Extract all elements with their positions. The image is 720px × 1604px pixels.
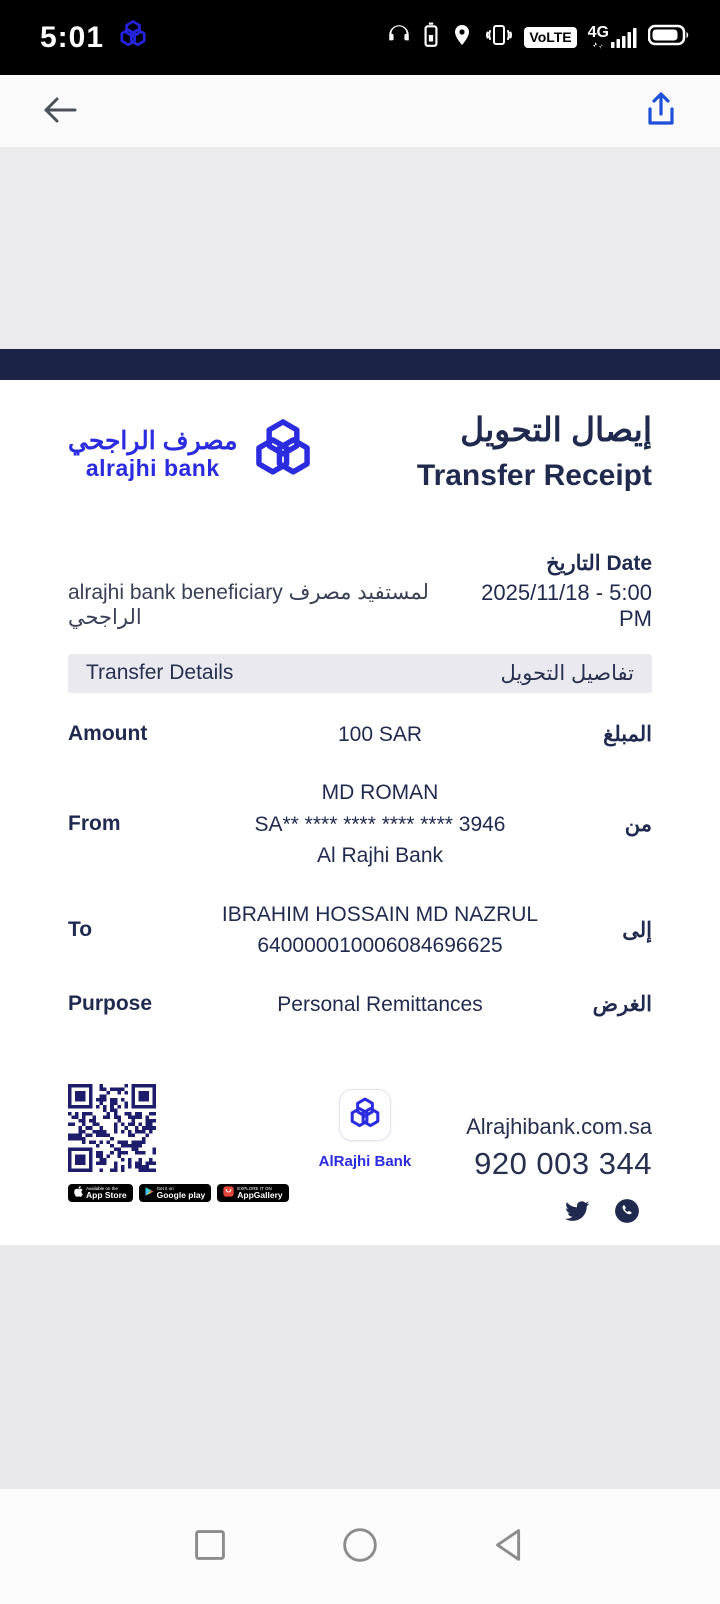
detail-label-ar: إلى xyxy=(622,918,652,942)
badge-tagline: Available on the xyxy=(86,1185,118,1191)
detail-row-from xyxy=(68,777,652,872)
home-circle-icon xyxy=(337,1522,383,1571)
alrajhi-app-icon xyxy=(339,1089,391,1141)
receipt-footer xyxy=(68,1084,652,1229)
headphones-icon xyxy=(386,22,412,53)
back-nav-button[interactable] xyxy=(487,1522,533,1571)
detail-label-en: From xyxy=(68,812,121,836)
receipt-top-navy-bar xyxy=(0,349,720,380)
detail-row-to xyxy=(68,899,652,962)
recents-button[interactable] xyxy=(187,1522,233,1571)
detail-label-ar: الغرض xyxy=(592,992,652,1016)
phone-number: 920 003 344 xyxy=(474,1146,652,1182)
back-triangle-icon xyxy=(487,1522,533,1571)
bank-name-arabic: مصرف الراجحي xyxy=(68,426,238,455)
receipt-meta-row xyxy=(68,551,652,632)
location-icon xyxy=(450,22,474,53)
detail-value-line: IBRAHIM HOSSAIN MD NAZRUL xyxy=(221,902,539,926)
apple-icon xyxy=(74,1184,83,1202)
bank-brand xyxy=(68,408,315,491)
badge-tagline: Get it on xyxy=(156,1185,174,1191)
play-icon xyxy=(145,1184,154,1202)
background-gray-bottom xyxy=(0,1245,720,1489)
badge-store-name: App Store xyxy=(86,1190,127,1201)
store-badges xyxy=(68,1184,289,1202)
date-block xyxy=(463,551,652,632)
appgallery-icon xyxy=(223,1184,234,1202)
transfer-details-rows xyxy=(68,719,652,1021)
detail-value-line: Al Rajhi Bank xyxy=(316,844,444,868)
transfer-details-header xyxy=(68,654,652,693)
detail-label-en: Purpose xyxy=(68,992,153,1016)
detail-label-ar: من xyxy=(624,812,652,836)
receipt-title-arabic: إيصال التحويل xyxy=(460,411,652,448)
website-label: Alrajhibank.com.sa xyxy=(466,1114,652,1140)
alrajhi-logo-mark-icon xyxy=(251,418,315,491)
battery-icon xyxy=(648,22,690,53)
home-button[interactable] xyxy=(337,1522,383,1571)
detail-value xyxy=(200,989,560,1021)
receipt-header xyxy=(68,408,652,493)
detail-row-amount xyxy=(68,719,652,751)
detail-value-line: 640000010006084696625 xyxy=(257,934,503,958)
back-arrow-icon xyxy=(42,95,78,128)
beneficiary-line: alrajhi bank beneficiary لمستفيد مصرف الراجحي xyxy=(68,580,429,629)
store-badge-app-store xyxy=(68,1184,133,1202)
share-icon xyxy=(644,91,678,132)
share-button[interactable] xyxy=(640,87,682,136)
android-navigation-bar xyxy=(0,1489,720,1604)
status-time: 5:01 xyxy=(40,20,105,54)
badge-tagline: EXPLORE IT ON xyxy=(237,1185,272,1191)
detail-value-line: SA** **** **** **** **** 3946 xyxy=(254,812,506,836)
detail-value xyxy=(200,899,560,962)
detail-value-line: 100 SAR xyxy=(337,722,423,746)
detail-value-line: Personal Remittances xyxy=(277,992,483,1016)
app-bar xyxy=(0,75,720,148)
detail-value-line: MD ROMAN xyxy=(321,781,439,805)
recents-square-icon xyxy=(187,1522,233,1571)
alrajhi-logo-icon xyxy=(118,20,148,56)
signal-bars-icon xyxy=(588,25,637,50)
device-battery-icon xyxy=(423,22,439,53)
badge-store-name: Google play xyxy=(156,1190,206,1201)
details-header-arabic: تفاصيل التحويل xyxy=(500,661,634,685)
store-badge-google-play xyxy=(139,1184,212,1202)
contact-column xyxy=(466,1084,652,1229)
detail-value xyxy=(200,719,560,751)
badge-store-name: AppGallery xyxy=(237,1190,283,1201)
status-bar xyxy=(0,0,720,75)
app-promo xyxy=(319,1084,412,1170)
detail-row-purpose xyxy=(68,989,652,1021)
network-type-label: 4G xyxy=(587,24,609,41)
detail-label-en: To xyxy=(68,918,93,942)
date-value: 2025/11/18 - 5:00 PM xyxy=(481,579,652,631)
details-header-english: Transfer Details xyxy=(86,661,234,685)
detail-label-en: Amount xyxy=(68,722,148,746)
detail-value xyxy=(200,777,560,872)
detail-label-ar: المبلغ xyxy=(603,722,652,746)
qr-column xyxy=(68,1084,289,1202)
date-label: التاريخ Date xyxy=(546,551,652,575)
qr-code xyxy=(68,1084,156,1172)
vibrate-icon xyxy=(485,22,513,53)
receipt-title-english: Transfer Receipt xyxy=(416,458,652,492)
app-name-label: AlRajhi Bank xyxy=(318,1153,412,1171)
volte-badge: VoLTE xyxy=(524,27,576,48)
bank-name-english: alrajhi bank xyxy=(85,455,220,482)
store-badge-appgallery xyxy=(217,1184,288,1202)
twitter-icon xyxy=(564,1198,590,1229)
back-button[interactable] xyxy=(38,91,82,132)
background-gray-top xyxy=(0,148,720,349)
whatsapp-icon xyxy=(614,1198,640,1229)
transfer-receipt xyxy=(0,380,720,1245)
